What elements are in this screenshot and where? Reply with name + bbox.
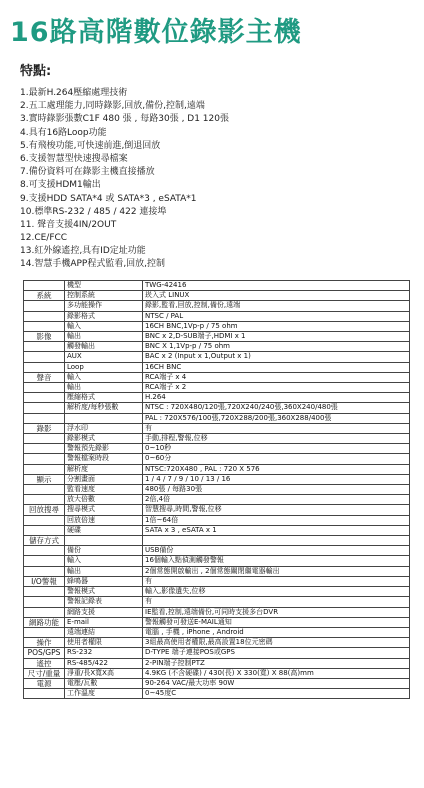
spec-category [24, 393, 65, 403]
spec-item: 分割畫面 [65, 474, 143, 484]
spec-category [24, 352, 65, 362]
spec-category: 尺寸/重量 [24, 668, 65, 678]
spec-row [24, 607, 410, 617]
spec-value: 有 [143, 597, 410, 607]
spec-category: I/O警報 [24, 576, 65, 586]
spec-item: 淨重/長X寬X高 [65, 668, 143, 678]
spec-row [24, 617, 410, 627]
spec-row [24, 311, 410, 321]
spec-category [24, 311, 65, 321]
spec-row [24, 301, 410, 311]
spec-row [24, 393, 410, 403]
spec-value: 90-264 VAC/最大功率 90W [143, 678, 410, 688]
spec-category: 錄影 [24, 423, 65, 433]
features-list [20, 87, 229, 272]
spec-category [24, 495, 65, 505]
spec-category: 聲音 [24, 372, 65, 382]
spec-category [24, 281, 65, 291]
spec-value: RCA端子 x 4 [143, 372, 410, 382]
spec-item: 輸出 [65, 566, 143, 576]
spec-value: USB備份 [143, 546, 410, 556]
spec-category: 影像 [24, 332, 65, 342]
spec-value: 16個輸入點偵測觸發警報 [143, 556, 410, 566]
spec-value: 手動,排程,警報,位移 [143, 434, 410, 444]
spec-row [24, 403, 410, 413]
feature-item: 13.紅外線遙控,具有ID定址功能 [20, 246, 146, 257]
spec-value: 3組最高使用者權限,最高設置18位元密碼 [143, 638, 410, 648]
spec-value: H.264 [143, 393, 410, 403]
spec-value: 0~10秒 [143, 444, 410, 454]
feature-item: 12.CE/FCC [20, 233, 68, 244]
spec-row [24, 638, 410, 648]
feature-item: 8.可支援HDM1輸出 [20, 180, 101, 191]
spec-category [24, 556, 65, 566]
spec-category: 操作 [24, 638, 65, 648]
spec-row [24, 474, 410, 484]
spec-value: 有 [143, 576, 410, 586]
spec-value: 16CH BNC [143, 362, 410, 372]
feature-item: 2.五工處理能力,同時錄影,回放,備份,控制,遠端 [20, 101, 205, 112]
spec-value: 0~45度C [143, 689, 410, 699]
feature-item: 5.有飛梭功能,可快速前進,倒退回放 [20, 140, 161, 151]
spec-value: 錄影,監看,回放,控制,備份,遠端 [143, 301, 410, 311]
spec-row [24, 648, 410, 658]
spec-row [24, 485, 410, 495]
spec-category [24, 383, 65, 393]
spec-category [24, 566, 65, 576]
spec-row [24, 362, 410, 372]
spec-category [24, 464, 65, 474]
spec-item: 硬碟 [65, 525, 143, 535]
spec-row [24, 505, 410, 515]
spec-category [24, 627, 65, 637]
spec-row [24, 332, 410, 342]
spec-category [24, 607, 65, 617]
page-title: 16路高階數位錄影主機 [10, 17, 302, 48]
spec-row [24, 423, 410, 433]
spec-category [24, 342, 65, 352]
feature-item: 14.智慧手機APP程式監看,回放,控制 [20, 259, 166, 270]
spec-value: NTSC:720X480 , PAL : 720 X 576 [143, 464, 410, 474]
feature-item: 11. 聲音支援4IN/2OUT [20, 219, 117, 230]
spec-value: BNC x 2,D-SUB端子,HDMI x 1 [143, 332, 410, 342]
spec-item: 輸入 [65, 321, 143, 331]
spec-row [24, 495, 410, 505]
spec-item: RS-485/422 [65, 658, 143, 668]
spec-row [24, 576, 410, 586]
spec-row [24, 587, 410, 597]
spec-category [24, 403, 65, 413]
spec-item: 遠端連結 [65, 627, 143, 637]
spec-value: 輸入,影像遺失,位移 [143, 587, 410, 597]
spec-row [24, 597, 410, 607]
spec-item: 監看速度 [65, 485, 143, 495]
feature-item: 6.支援智慧型快速搜尋檔案 [20, 153, 128, 164]
spec-item: 解析度/每秒張數 [65, 403, 143, 413]
spec-item: 網路支援 [65, 607, 143, 617]
spec-row [24, 413, 410, 423]
spec-item: 警報預先錄影 [65, 444, 143, 454]
spec-row [24, 556, 410, 566]
feature-item: 4.具有16路Loop功能 [20, 127, 107, 138]
spec-category: 顯示 [24, 474, 65, 484]
spec-row [24, 536, 410, 546]
spec-category [24, 689, 65, 699]
spec-row [24, 372, 410, 382]
spec-value: 電腦 , 手機 , iPhone , Android [143, 627, 410, 637]
spec-table [23, 280, 410, 699]
spec-row [24, 627, 410, 637]
spec-item: 多功能操作 [65, 301, 143, 311]
spec-value: 4.9KG (不含硬碟) / 430(長) X 330(寬) X 88(高)mm [143, 668, 410, 678]
spec-item: RS-232 [65, 648, 143, 658]
spec-value: NTSC : 720X480/120張,720X240/240張,360X240/480張 [143, 403, 410, 413]
spec-item: 備份 [65, 546, 143, 556]
spec-category [24, 597, 65, 607]
spec-value: NTSC / PAL [143, 311, 410, 321]
spec-item: 壓縮格式 [65, 393, 143, 403]
feature-item: 10.標準RS-232 / 485 / 422 連接埠 [20, 206, 167, 217]
spec-row [24, 434, 410, 444]
spec-value: 16CH BNC,1Vp-p / 75 ohm [143, 321, 410, 331]
spec-value: TWG-42416 [143, 281, 410, 291]
spec-item [65, 536, 143, 546]
spec-category [24, 321, 65, 331]
spec-category [24, 301, 65, 311]
spec-item: 輸入 [65, 556, 143, 566]
spec-value: 智慧搜尋,時間,警報,位移 [143, 505, 410, 515]
feature-item: 7.備份資料可在錄影主機直接播放 [20, 167, 155, 178]
spec-item: 蜂鳴器 [65, 576, 143, 586]
spec-item: 工作溫度 [65, 689, 143, 699]
spec-row [24, 454, 410, 464]
spec-row [24, 566, 410, 576]
spec-value: PAL : 720X576/100張,720X288/200張,360X288/400張 [143, 413, 410, 423]
spec-category: 儲存方式 [24, 536, 65, 546]
spec-row [24, 525, 410, 535]
spec-category [24, 444, 65, 454]
spec-value: 0~60分 [143, 454, 410, 464]
spec-value: BAC x 2 (Input x 1,Output x 1) [143, 352, 410, 362]
spec-item: 放大倍數 [65, 495, 143, 505]
spec-value: 1 / 4 / 7 / 9 / 10 / 13 / 16 [143, 474, 410, 484]
spec-row [24, 444, 410, 454]
spec-row [24, 668, 410, 678]
spec-value: 崁入式 LINUX [143, 291, 410, 301]
spec-category [24, 362, 65, 372]
spec-item: 輸入 [65, 372, 143, 382]
spec-value: RCA端子 x 2 [143, 383, 410, 393]
spec-row [24, 291, 410, 301]
spec-category [24, 587, 65, 597]
spec-row [24, 515, 410, 525]
spec-item: E-mail [65, 617, 143, 627]
spec-item: 觸發輸出 [65, 342, 143, 352]
spec-category [24, 434, 65, 444]
spec-row [24, 321, 410, 331]
spec-item: 解析度 [65, 464, 143, 474]
features-heading: 特點: [20, 64, 52, 79]
spec-value [143, 536, 410, 546]
spec-value: IE監看,控制,遠端備份,可同時支援多台DVR [143, 607, 410, 617]
spec-value: 2-PIN端子控制PTZ [143, 658, 410, 668]
spec-item [65, 413, 143, 423]
spec-category [24, 515, 65, 525]
spec-category [24, 485, 65, 495]
spec-value: 1倍~64倍 [143, 515, 410, 525]
spec-row [24, 464, 410, 474]
spec-category [24, 413, 65, 423]
spec-category: 系統 [24, 291, 65, 301]
spec-row [24, 281, 410, 291]
spec-category [24, 546, 65, 556]
spec-row [24, 342, 410, 352]
spec-row [24, 678, 410, 688]
spec-item: 輸出 [65, 383, 143, 393]
spec-item: 浮水印 [65, 423, 143, 433]
spec-item: Loop [65, 362, 143, 372]
spec-value: 480張 / 每路30張 [143, 485, 410, 495]
feature-item: 1.最新H.264壓縮處理技術 [20, 88, 128, 98]
spec-row [24, 689, 410, 699]
spec-row [24, 546, 410, 556]
spec-value: BNC X 1,1Vp-p / 75 ohm [143, 342, 410, 352]
feature-item: 3.實時錄影張數C1F 480 張 , 每路30張 , D1 120張 [20, 114, 229, 125]
spec-value: SATA x 3 , eSATA x 1 [143, 525, 410, 535]
spec-category [24, 454, 65, 464]
spec-value: 2個常態開啟輸出 , 2個常態關閉繼電器輸出 [143, 566, 410, 576]
spec-item: 回放倍速 [65, 515, 143, 525]
spec-item: 警報檔案時段 [65, 454, 143, 464]
spec-item: AUX [65, 352, 143, 362]
spec-value: 警報觸發可發送E-MAIL通知 [143, 617, 410, 627]
spec-item: 搜尋模式 [65, 505, 143, 515]
spec-category: POS/GPS [24, 648, 65, 658]
spec-item: 警報記錄表 [65, 597, 143, 607]
spec-row [24, 658, 410, 668]
spec-category: 電源 [24, 678, 65, 688]
spec-category: 網路功能 [24, 617, 65, 627]
spec-row [24, 383, 410, 393]
spec-value: 2倍,4倍 [143, 495, 410, 505]
spec-item: 錄影格式 [65, 311, 143, 321]
spec-item: 控制系統 [65, 291, 143, 301]
spec-item: 電壓/瓦數 [65, 678, 143, 688]
spec-value: 有 [143, 423, 410, 433]
spec-item: 警報模式 [65, 587, 143, 597]
spec-item: 使用者權限 [65, 638, 143, 648]
spec-category [24, 525, 65, 535]
spec-category: 回放搜尋 [24, 505, 65, 515]
spec-category: 遙控 [24, 658, 65, 668]
spec-value: D-TYPE 端子連接POS或GPS [143, 648, 410, 658]
spec-item: 錄影模式 [65, 434, 143, 444]
feature-item: 9.支援HDD SATA*4 或 SATA*3 , eSATA*1 [20, 193, 197, 204]
spec-item: 輸出 [65, 332, 143, 342]
spec-item: 機型 [65, 281, 143, 291]
spec-row [24, 352, 410, 362]
